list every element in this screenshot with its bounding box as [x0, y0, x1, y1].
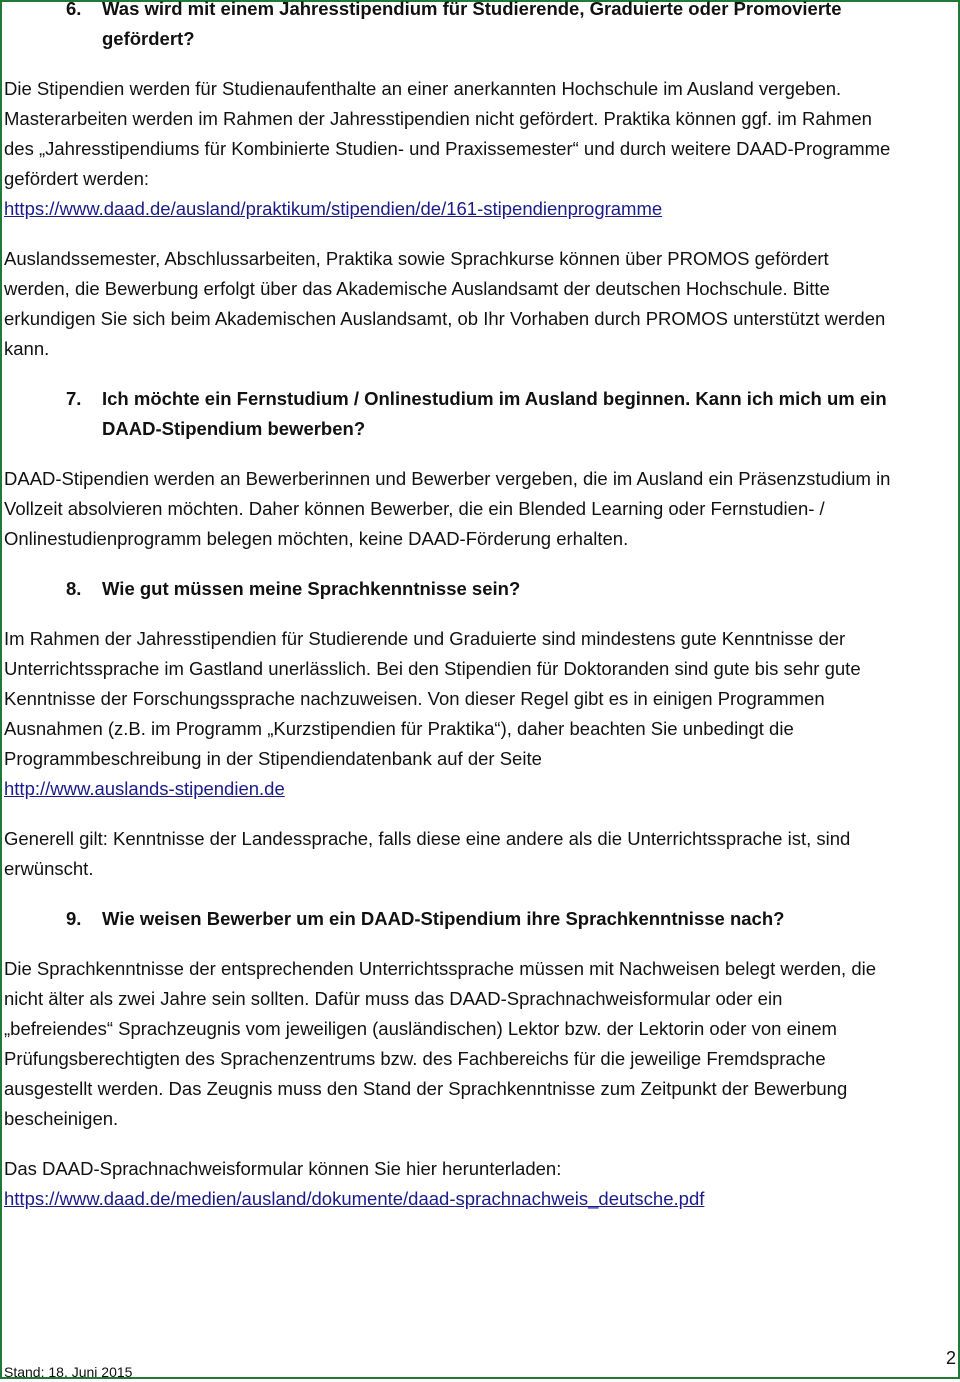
section-8-title: Wie gut müssen meine Sprachkenntnisse sein?	[102, 578, 521, 599]
footer-date: Stand: 18. Juni 2015	[4, 1364, 133, 1380]
sprachnachweis-pdf-link[interactable]: https://www.daad.de/medien/ausland/dokumente/daad-sprachnachweis_deutsche.pdf	[4, 1188, 705, 1209]
section-8-paragraph-1	[4, 624, 894, 804]
auslands-stipendien-link[interactable]: http://www.auslands-stipendien.de	[4, 778, 285, 799]
section-6-paragraph-1-text: Die Stipendien werden für Studienaufenthalte an einer anerkannten Hochschule im Ausland vergeben. Masterarbeiten werden im Rahmen der Jahresstipendien nicht gefördert. Praktika können ggf. im Rahmen des „Jahresstipendiums für Kombinierte Studien- und Praxissemester“ und durch weitere DAAD-Programme gefördert werden:	[4, 78, 891, 189]
section-7-title: Ich möchte ein Fernstudium / Onlinestudium im Ausland beginnen. Kann ich mich um ein DAAD-Stipendium bewerben?	[102, 388, 887, 439]
section-7-heading	[4, 384, 894, 444]
section-7-paragraph-1: DAAD-Stipendien werden an Bewerberinnen und Bewerber vergeben, die im Ausland ein Präsenzstudium in Vollzeit absolvieren möchten. Daher können Bewerber, die ein Blended Learning oder Fernstudien- / Onlinestudienprogramm belegen möchten, keine DAAD-Förderung erhalten.	[4, 468, 891, 549]
section-9-paragraph-1: Die Sprachkenntnisse der entsprechenden Unterrichtssprache müssen mit Nachweisen belegt werden, die nicht älter als zwei Jahre sein sollten. Dafür muss das DAAD-Sprachnachweisformular oder ein „befreiendes“ Sprachzeugnis vom jeweiligen (ausländischen) Lektor bzw. der Lektorin oder von einem Prüfungsberechtigten des Sprachenzentrums bzw. des Fachbereichs für die jeweilige Fremdsprache ausgestellt werden. Das Zeugnis muss den Stand der Sprachkenntnisse zum Zeitpunkt der Bewerbung bescheinigen.	[4, 958, 877, 1129]
section-9-paragraph-2-text: Das DAAD-Sprachnachweisformular können Sie hier herunterladen:	[4, 1158, 562, 1179]
section-8-paragraph-1-text: Im Rahmen der Jahresstipendien für Studierende und Graduierte sind mindestens gute Kenntnisse der Unterrichtssprache im Gastland unerlässlich. Bei den Stipendien für Doktoranden sind gute bis sehr gute Kenntnisse der Forschungssprache nachzuweisen. Von dieser Regel gibt es in einigen Programmen Ausnahmen (z.B. im Programm „Kurzstipendien für Praktika“), daher beachten Sie unbedingt die Programmbeschreibung in der Stipendiendatenbank auf der Seite	[4, 628, 861, 769]
section-8-heading	[4, 574, 894, 604]
section-6-paragraph-2: Auslandssemester, Abschlussarbeiten, Praktika sowie Sprachkurse können über PROMOS gefördert werden, die Bewerbung erfolgt über das Akademische Auslandsamt der deutschen Hochschule. Bitte erkundigen Sie sich beim Akademischen Auslandsamt, ob Ihr Vorhaben durch PROMOS unterstützt werden kann.	[4, 248, 886, 359]
section-6-paragraph-1	[4, 74, 894, 224]
section-9-number: 9.	[66, 908, 82, 929]
section-9-paragraph-2	[4, 1154, 894, 1214]
section-6-heading	[4, 0, 894, 54]
praktikum-stipendien-link[interactable]: https://www.daad.de/ausland/praktikum/stipendien/de/161-stipendienprogramme	[4, 198, 663, 219]
section-9-heading	[4, 904, 894, 934]
section-8-paragraph-2: Generell gilt: Kenntnisse der Landessprache, falls diese eine andere als die Unterrichtssprache ist, sind erwünscht.	[4, 828, 851, 879]
page-number: 2	[946, 1348, 957, 1368]
section-6-number: 6.	[66, 0, 82, 19]
section-6-title: Was wird mit einem Jahresstipendium für Studierende, Graduierte oder Promovierte gefördert?	[102, 0, 842, 49]
section-7-number: 7.	[66, 388, 82, 409]
section-9-title: Wie weisen Bewerber um ein DAAD-Stipendium ihre Sprachkenntnisse nach?	[102, 908, 785, 929]
section-8-number: 8.	[66, 578, 82, 599]
document-body	[4, 0, 894, 1234]
